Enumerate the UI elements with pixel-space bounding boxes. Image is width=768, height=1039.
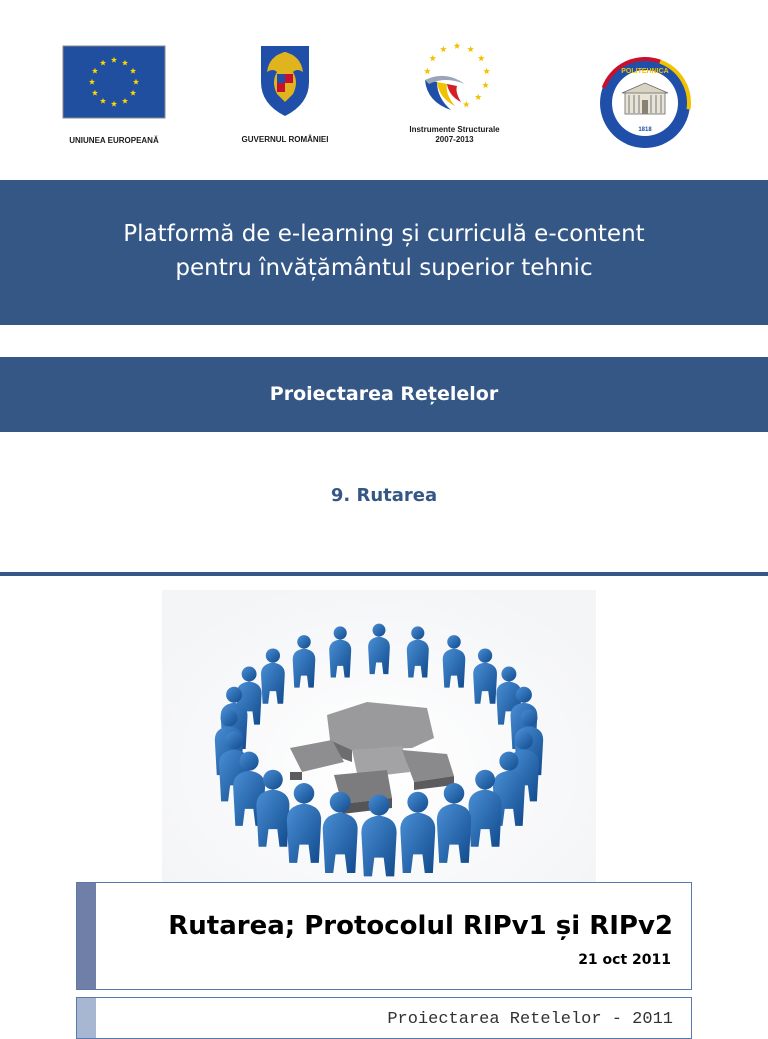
logo-row xyxy=(0,0,768,180)
government-logo xyxy=(230,42,340,144)
eu-logo xyxy=(58,45,170,145)
politehnica-seal-top-text: POLITEHNICA xyxy=(621,68,669,75)
structural-star-icon xyxy=(477,55,484,61)
title-box-accent xyxy=(77,883,96,989)
eu-caption: UNIUNEA EUROPEANĂ xyxy=(69,136,159,145)
footer-box xyxy=(76,997,692,1039)
platform-title xyxy=(0,180,768,285)
people-puzzle-illustration xyxy=(162,590,596,910)
platform-title-banner xyxy=(0,180,768,325)
eu-flag-icon xyxy=(62,45,166,119)
lecture-title: Rutarea; Protocolul RIPv1 și RIPv2 xyxy=(168,911,673,941)
platform-title-line1: Platformă de e-learning și curriculă e-content xyxy=(123,221,645,247)
structural-star-icon xyxy=(462,101,469,107)
footer-accent xyxy=(77,998,96,1038)
structural-star-icon xyxy=(424,68,431,74)
politehnica-seal-icon xyxy=(598,56,692,150)
structural-star-icon xyxy=(483,68,490,74)
coat-of-arms-icon xyxy=(255,42,315,118)
politehnica-logo xyxy=(598,56,692,155)
course-name: Proiectarea Rețelelor xyxy=(269,383,499,405)
platform-title-line2: pentru învățământul superior tehnic xyxy=(175,255,593,281)
structural-star-icon xyxy=(453,43,460,49)
lecture-title-box xyxy=(76,882,692,990)
divider xyxy=(0,572,768,576)
lecture-date: 21 oct 2011 xyxy=(578,952,671,968)
structural-caption-line1: Instrumente Structurale xyxy=(409,125,500,134)
course-banner xyxy=(0,357,768,432)
structural-instruments-icon xyxy=(415,40,495,120)
structural-star-icon xyxy=(482,82,489,88)
politehnica-seal-year: 1818 xyxy=(638,127,652,133)
structural-star-icon xyxy=(474,94,481,100)
structural-instruments-logo xyxy=(392,40,517,145)
structural-instruments-caption xyxy=(392,125,517,145)
footer-text: Proiectarea Retelelor - 2011 xyxy=(387,1010,673,1029)
chapter-label: 9. Rutarea xyxy=(330,485,438,506)
structural-star-icon xyxy=(429,55,436,61)
structural-star-icon xyxy=(467,46,474,52)
structural-caption-line2: 2007-2013 xyxy=(435,135,474,144)
government-caption: GUVERNUL ROMÂNIEI xyxy=(241,135,329,144)
structural-star-icon xyxy=(440,46,447,52)
